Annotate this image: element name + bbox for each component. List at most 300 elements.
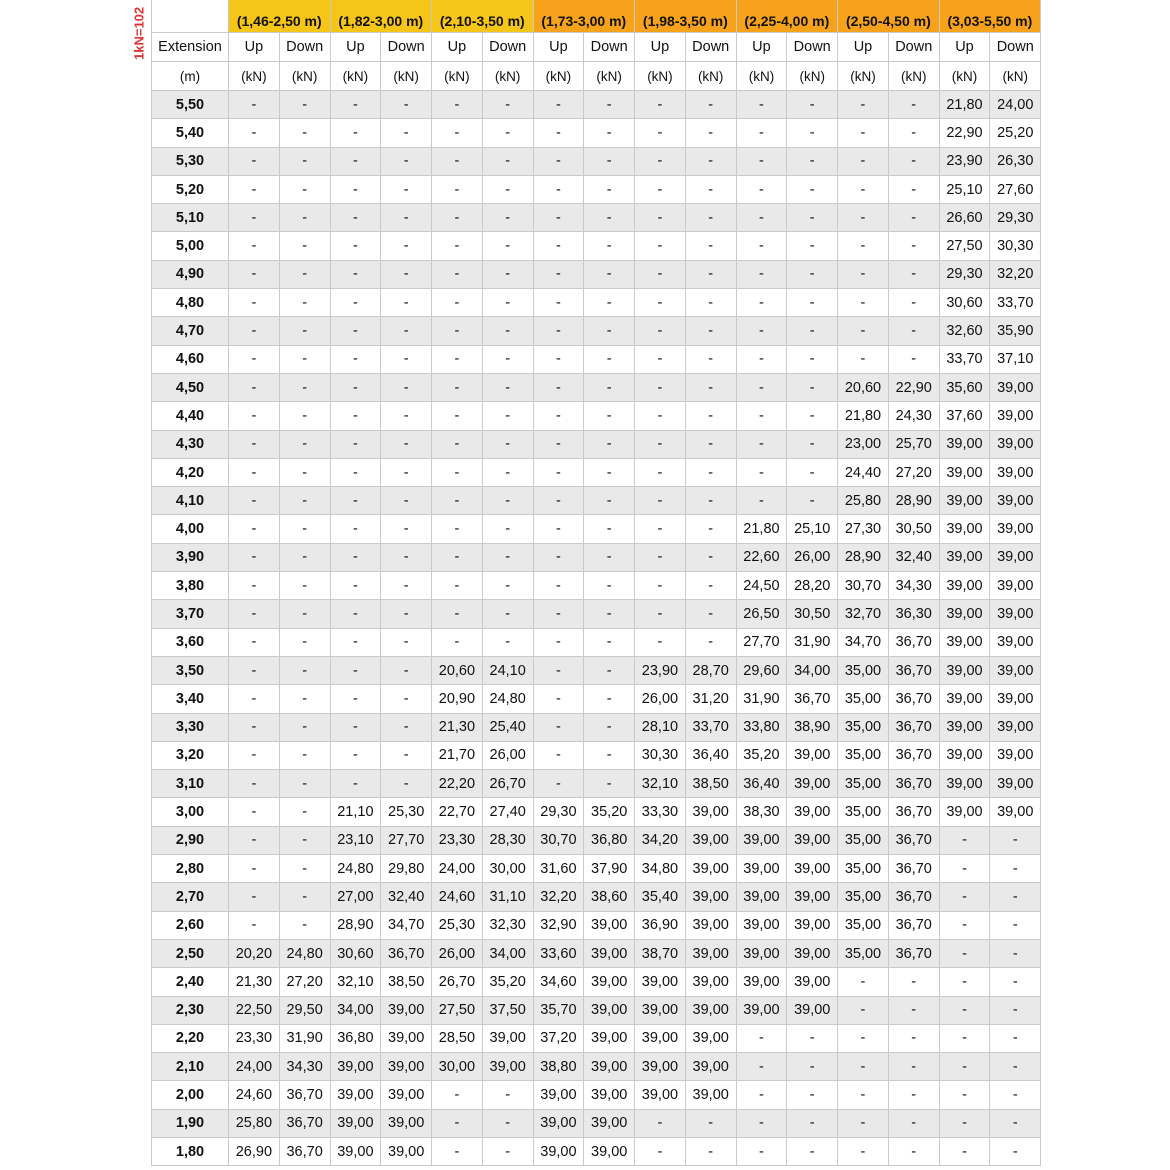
load-cell: - (279, 600, 330, 628)
load-cell: - (279, 770, 330, 798)
load-cell: 34,00 (787, 656, 838, 684)
load-cell: - (330, 260, 381, 288)
load-cell: - (838, 345, 889, 373)
load-cell: 31,10 (482, 883, 533, 911)
load-cell: - (584, 572, 635, 600)
load-cell: 24,00 (432, 855, 483, 883)
load-cell: 39,00 (990, 515, 1041, 543)
load-cell: - (381, 770, 432, 798)
load-cell: - (736, 175, 787, 203)
load-cell: - (229, 713, 280, 741)
load-cell: - (838, 968, 889, 996)
load-cell: - (533, 119, 584, 147)
load-cell: - (584, 91, 635, 119)
load-cell: - (279, 515, 330, 543)
load-cell: 27,70 (736, 628, 787, 656)
table-row (152, 996, 1041, 1024)
load-cell: - (330, 373, 381, 401)
load-cell: 36,80 (330, 1024, 381, 1052)
load-cell: 20,90 (432, 685, 483, 713)
prop-range-header: (2,10-3,50 m) (432, 0, 534, 33)
load-cell: 32,20 (533, 883, 584, 911)
load-cell: - (787, 289, 838, 317)
load-cell: 26,90 (229, 1137, 280, 1165)
load-cell: - (888, 204, 939, 232)
load-cell: 29,80 (381, 855, 432, 883)
load-cell: 39,00 (330, 1081, 381, 1109)
load-cell: - (685, 1137, 736, 1165)
load-cell: 30,30 (990, 232, 1041, 260)
load-cell: - (635, 458, 686, 486)
load-cell: 26,70 (482, 770, 533, 798)
load-cell: - (838, 175, 889, 203)
load-cell: - (990, 1024, 1041, 1052)
prop-range-header: (1,73-3,00 m) (533, 0, 635, 33)
load-cell: 35,00 (838, 770, 889, 798)
load-cell: 39,00 (736, 883, 787, 911)
load-cell: - (787, 204, 838, 232)
load-cell: 39,00 (939, 515, 990, 543)
load-cell: 28,20 (787, 572, 838, 600)
load-cell: 39,00 (330, 1137, 381, 1165)
table-row (152, 713, 1041, 741)
up-header: Up (838, 33, 889, 62)
load-cell: - (381, 289, 432, 317)
load-cell: - (990, 996, 1041, 1024)
load-cell: 26,60 (939, 204, 990, 232)
table-row (152, 119, 1041, 147)
load-cell: - (685, 402, 736, 430)
load-cell: - (787, 91, 838, 119)
load-cell: 39,00 (787, 883, 838, 911)
load-cell: - (685, 373, 736, 401)
load-cell: 28,10 (635, 713, 686, 741)
load-cell: - (279, 204, 330, 232)
load-cell: - (533, 656, 584, 684)
load-cell: - (685, 147, 736, 175)
load-cell: - (888, 91, 939, 119)
load-cell: - (685, 317, 736, 345)
load-cell: - (330, 543, 381, 571)
unit-header: (kN) (482, 62, 533, 91)
prop-range-header: (3,03-5,50 m) (939, 0, 1041, 33)
load-cell: - (787, 317, 838, 345)
load-cell: 39,00 (635, 1053, 686, 1081)
load-cell: 25,20 (990, 119, 1041, 147)
load-cell: 36,70 (888, 685, 939, 713)
load-cell: 21,30 (229, 968, 280, 996)
load-cell: - (838, 996, 889, 1024)
load-cell: 32,40 (381, 883, 432, 911)
load-cell: - (533, 628, 584, 656)
load-cell: - (888, 996, 939, 1024)
load-cell: 29,30 (939, 260, 990, 288)
load-cell: 36,70 (888, 713, 939, 741)
load-cell: 20,60 (432, 656, 483, 684)
table-row (152, 402, 1041, 430)
load-cell: - (584, 147, 635, 175)
load-cell: 24,40 (838, 458, 889, 486)
load-cell: 39,00 (533, 1137, 584, 1165)
load-cell: - (635, 487, 686, 515)
load-cell: - (888, 1081, 939, 1109)
unit-header: (kN) (584, 62, 635, 91)
load-cell: - (330, 515, 381, 543)
load-cell: 38,90 (787, 713, 838, 741)
load-cell: - (736, 487, 787, 515)
load-cell: - (635, 91, 686, 119)
load-cell: 30,00 (432, 1053, 483, 1081)
load-cell: 35,00 (838, 656, 889, 684)
load-cell: - (279, 232, 330, 260)
load-cell: - (635, 402, 686, 430)
load-cell: 25,10 (939, 175, 990, 203)
load-cell: 39,00 (584, 996, 635, 1024)
extension-cell: 5,30 (152, 147, 229, 175)
load-cell: - (635, 119, 686, 147)
load-cell: 36,30 (888, 600, 939, 628)
load-cell: - (584, 402, 635, 430)
load-cell: - (635, 543, 686, 571)
load-cell: - (533, 345, 584, 373)
load-cell: 30,70 (533, 826, 584, 854)
extension-unit-header: (m) (152, 62, 229, 91)
load-cell: 39,00 (939, 770, 990, 798)
unit-header: (kN) (888, 62, 939, 91)
load-cell: 23,00 (838, 430, 889, 458)
load-cell: - (482, 373, 533, 401)
load-cell: 35,20 (736, 741, 787, 769)
load-cell: 32,30 (482, 911, 533, 939)
table-row (152, 458, 1041, 486)
load-cell: 24,30 (888, 402, 939, 430)
load-cell: - (432, 458, 483, 486)
load-cell: - (990, 855, 1041, 883)
table-row (152, 770, 1041, 798)
load-cell: - (533, 430, 584, 458)
load-cell: 39,00 (939, 487, 990, 515)
load-cell: 39,00 (939, 628, 990, 656)
load-cell: 35,00 (838, 883, 889, 911)
load-cell: 39,00 (939, 798, 990, 826)
load-cell: - (635, 430, 686, 458)
load-cell: 32,90 (533, 911, 584, 939)
load-cell: - (635, 147, 686, 175)
load-cell: - (584, 741, 635, 769)
load-cell: - (736, 430, 787, 458)
extension-cell: 4,30 (152, 430, 229, 458)
load-cell: - (330, 147, 381, 175)
load-cell: - (279, 373, 330, 401)
load-cell: - (939, 826, 990, 854)
table-row (152, 543, 1041, 571)
load-cell: - (482, 119, 533, 147)
load-cell: - (229, 911, 280, 939)
extension-header: Extension (152, 33, 229, 62)
load-cell: 22,20 (432, 770, 483, 798)
load-cell: - (229, 147, 280, 175)
load-cell: 26,00 (432, 939, 483, 967)
load-cell: 39,00 (381, 1109, 432, 1137)
table-row (152, 487, 1041, 515)
extension-cell: 2,70 (152, 883, 229, 911)
load-cell: 36,70 (787, 685, 838, 713)
load-cell: - (533, 515, 584, 543)
extension-cell: 3,70 (152, 600, 229, 628)
load-cell: - (482, 147, 533, 175)
load-cell: - (279, 317, 330, 345)
load-cell: 27,00 (330, 883, 381, 911)
load-cell: - (584, 260, 635, 288)
table-row (152, 600, 1041, 628)
table-row (152, 798, 1041, 826)
load-cell: 36,80 (584, 826, 635, 854)
load-cell: - (736, 289, 787, 317)
load-cell: 39,00 (939, 458, 990, 486)
load-cell: 32,10 (330, 968, 381, 996)
load-cell: 39,00 (584, 1137, 635, 1165)
load-cell: 22,50 (229, 996, 280, 1024)
load-cell: 25,70 (888, 430, 939, 458)
load-cell: 32,10 (635, 770, 686, 798)
load-cell: 28,90 (888, 487, 939, 515)
load-cell: 34,70 (838, 628, 889, 656)
unit-header: (kN) (432, 62, 483, 91)
load-cell: 39,00 (482, 1024, 533, 1052)
load-cell: 22,90 (939, 119, 990, 147)
load-cell: - (229, 515, 280, 543)
load-cell: - (635, 317, 686, 345)
table-row (152, 1053, 1041, 1081)
down-header: Down (787, 33, 838, 62)
extension-cell: 3,50 (152, 656, 229, 684)
load-cell: - (736, 204, 787, 232)
load-cell: - (888, 1024, 939, 1052)
load-cell: - (787, 1081, 838, 1109)
load-cell: 31,90 (787, 628, 838, 656)
load-cell: - (533, 147, 584, 175)
load-cell: - (888, 119, 939, 147)
load-cell: - (381, 600, 432, 628)
load-cell: - (787, 458, 838, 486)
extension-cell: 1,90 (152, 1109, 229, 1137)
prop-range-header: (1,46-2,50 m) (229, 0, 331, 33)
load-cell: - (279, 855, 330, 883)
load-cell: - (229, 572, 280, 600)
load-cell: 31,90 (736, 685, 787, 713)
load-cell: 24,10 (482, 656, 533, 684)
load-cell: - (279, 543, 330, 571)
load-cell: - (939, 1081, 990, 1109)
load-cell: 27,30 (838, 515, 889, 543)
unit-header: (kN) (229, 62, 280, 91)
load-cell: - (432, 1137, 483, 1165)
load-cell: - (482, 204, 533, 232)
load-cell: - (635, 175, 686, 203)
table-row (152, 204, 1041, 232)
load-cell: - (990, 911, 1041, 939)
load-cell: - (584, 628, 635, 656)
load-cell: 39,00 (685, 911, 736, 939)
load-cell: - (888, 1053, 939, 1081)
load-cell: - (381, 430, 432, 458)
load-cell: - (787, 1109, 838, 1137)
load-cell: - (381, 458, 432, 486)
down-header: Down (990, 33, 1041, 62)
load-cell: - (330, 345, 381, 373)
load-cell: - (584, 458, 635, 486)
load-cell: - (279, 430, 330, 458)
load-cell: 39,00 (330, 1053, 381, 1081)
load-cell: - (381, 373, 432, 401)
table-row (152, 1024, 1041, 1052)
load-cell: - (533, 204, 584, 232)
extension-cell: 2,60 (152, 911, 229, 939)
load-cell: - (482, 91, 533, 119)
load-cell: - (685, 543, 736, 571)
table-row (152, 741, 1041, 769)
load-cell: - (330, 430, 381, 458)
load-cell: - (432, 232, 483, 260)
load-cell: 39,00 (584, 968, 635, 996)
load-cell: - (736, 458, 787, 486)
load-cell: - (584, 543, 635, 571)
load-cell: 33,80 (736, 713, 787, 741)
load-cell: 23,30 (229, 1024, 280, 1052)
load-cell: - (482, 628, 533, 656)
load-cell: - (736, 373, 787, 401)
load-cell: - (432, 147, 483, 175)
load-cell: - (685, 119, 736, 147)
load-cell: - (381, 628, 432, 656)
extension-cell: 4,40 (152, 402, 229, 430)
load-cell: 39,00 (533, 1109, 584, 1137)
load-cell: - (685, 487, 736, 515)
table-row (152, 911, 1041, 939)
load-cell: 23,30 (432, 826, 483, 854)
load-cell: - (533, 232, 584, 260)
unit-header: (kN) (330, 62, 381, 91)
load-cell: - (330, 204, 381, 232)
load-cell: - (888, 968, 939, 996)
extension-cell: 3,10 (152, 770, 229, 798)
down-header: Down (685, 33, 736, 62)
load-cell: 25,80 (838, 487, 889, 515)
load-cell: - (533, 487, 584, 515)
load-cell: 30,50 (787, 600, 838, 628)
load-cell: - (635, 1137, 686, 1165)
load-cell: - (381, 713, 432, 741)
load-cell: 23,90 (939, 147, 990, 175)
load-cell: 21,70 (432, 741, 483, 769)
load-cell: 22,90 (888, 373, 939, 401)
load-cell: - (685, 430, 736, 458)
load-cell: - (787, 260, 838, 288)
load-cell: - (482, 260, 533, 288)
load-cell: - (330, 685, 381, 713)
load-cell: - (279, 487, 330, 515)
table-row (152, 260, 1041, 288)
load-cell: - (229, 770, 280, 798)
extension-cell: 4,20 (152, 458, 229, 486)
load-cell: - (838, 289, 889, 317)
load-cell: 39,00 (939, 685, 990, 713)
load-cell: 38,60 (584, 883, 635, 911)
load-cell: - (229, 543, 280, 571)
load-cell: 39,00 (736, 939, 787, 967)
load-cell: - (584, 289, 635, 317)
load-cell: 35,00 (838, 826, 889, 854)
load-cell: 31,20 (685, 685, 736, 713)
load-cell: - (635, 373, 686, 401)
extension-cell: 5,10 (152, 204, 229, 232)
load-cell: - (685, 232, 736, 260)
load-cell: - (229, 91, 280, 119)
load-cell: - (279, 826, 330, 854)
load-cell: - (685, 1109, 736, 1137)
load-cell: - (432, 260, 483, 288)
load-cell: - (736, 147, 787, 175)
load-cell: - (888, 260, 939, 288)
unit-header: (kN) (533, 62, 584, 91)
load-cell: - (990, 826, 1041, 854)
load-cell: - (888, 1109, 939, 1137)
prop-range-header: (2,25-4,00 m) (736, 0, 838, 33)
load-cell: 37,20 (533, 1024, 584, 1052)
down-header: Down (888, 33, 939, 62)
load-cell: 26,30 (990, 147, 1041, 175)
load-cell: - (685, 572, 736, 600)
table-row (152, 345, 1041, 373)
load-cell: - (787, 487, 838, 515)
load-cell: - (939, 1024, 990, 1052)
load-cell: 30,60 (939, 289, 990, 317)
down-header: Down (584, 33, 635, 62)
load-cell: - (990, 939, 1041, 967)
load-cell: - (685, 628, 736, 656)
load-cell: 39,00 (787, 741, 838, 769)
load-cell: 28,70 (685, 656, 736, 684)
load-cell: 36,90 (635, 911, 686, 939)
load-cell: 26,50 (736, 600, 787, 628)
load-cell: - (736, 345, 787, 373)
load-cell: - (482, 345, 533, 373)
load-cell: - (990, 968, 1041, 996)
load-cell: 23,10 (330, 826, 381, 854)
load-cell: - (482, 543, 533, 571)
load-cell: 25,80 (229, 1109, 280, 1137)
load-cell: 36,70 (279, 1109, 330, 1137)
load-cell: 38,50 (381, 968, 432, 996)
load-cell: - (787, 430, 838, 458)
unit-header: (kN) (736, 62, 787, 91)
load-cell: - (838, 260, 889, 288)
load-cell: 26,70 (432, 968, 483, 996)
load-cell: - (888, 345, 939, 373)
load-cell: - (229, 826, 280, 854)
load-cell: 35,00 (838, 939, 889, 967)
load-cell: - (229, 289, 280, 317)
load-cell: 39,00 (584, 1053, 635, 1081)
load-cell: 35,00 (838, 798, 889, 826)
load-cell: 39,00 (787, 826, 838, 854)
extension-cell: 4,70 (152, 317, 229, 345)
load-cell: 34,00 (330, 996, 381, 1024)
load-cell: 39,00 (635, 968, 686, 996)
load-cell: - (939, 1053, 990, 1081)
load-cell: - (229, 600, 280, 628)
load-cell: 39,00 (685, 798, 736, 826)
